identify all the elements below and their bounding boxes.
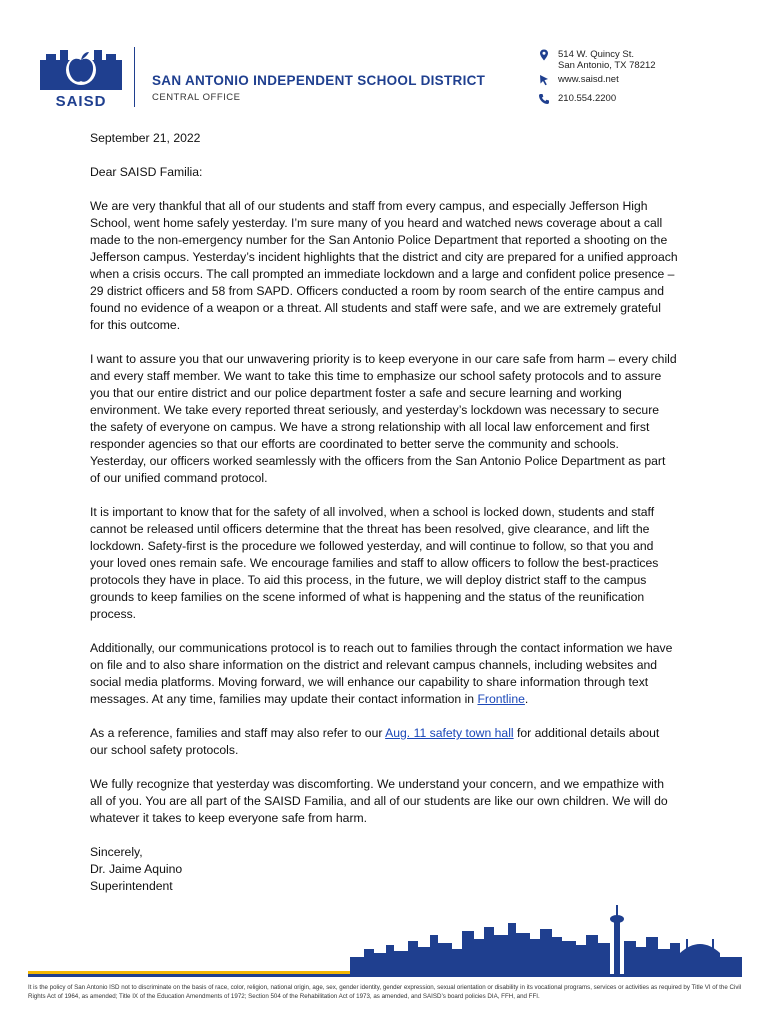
paragraph-4-end: . — [524, 692, 529, 706]
salutation: Dear SAISD Familia: — [90, 165, 203, 179]
address-line1: 514 W. Quincy St. — [558, 49, 635, 60]
location-pin-icon — [538, 49, 550, 61]
paragraph-3: It is important to know that for the safety of all involved, when a school is locked down, students and staff cannot be released until officers determine that the threat has been resolved, give clearance, and lift the lockdown. Safety-first is the procedure we followed yesterday, and will continue to follow, so that you and your loved ones remain safe. We encourage families and staff to allow officers to follow the best-practices protocols they have in place. To aid this process, in the future, we will deploy district staff to the campus grounds to keep families on the scene informed of what is happening and the status of the reunification process. — [90, 505, 659, 621]
cursor-icon — [538, 74, 550, 86]
paragraph-5-text: As a reference, families and staff may also refer to our — [90, 726, 386, 740]
city-skyline-graphic — [350, 905, 742, 977]
address-text — [558, 49, 656, 71]
letter-body — [90, 130, 678, 895]
office-name: CENTRAL OFFICE — [152, 92, 241, 103]
paragraph-6: We fully recognize that yesterday was discomforting. We understand your concern, and we empathize with all of you. You are all part of the SAISD Familia, and all of our students are like our own children. We will do whatever it takes to keep everyone safe from harm. — [90, 777, 668, 825]
paragraph-2: I want to assure you that our unwavering priority is to keep everyone in our care safe from harm – every child and every staff member. We want to take this time to emphasize our school safety protocols and to assure you that our entire district and our police department foster a safe and secure learning and working environment. We take every reported threat seriously, and yesterday’s lockdown was necessary to secure the safety of everyone on campus. We have a strong relationship with all local law enforcement and first responder agencies so that our efforts are coordinated to better serve the community and schools. Yesterday, our officers worked seamlessly with the officers from the San Antonio Police Department as part of our unified command protocol. — [90, 352, 677, 485]
letterhead — [0, 0, 768, 120]
website-text[interactable]: www.saisd.net — [558, 74, 619, 85]
frontline-link[interactable]: Frontline — [477, 692, 525, 706]
closing: Sincerely, — [90, 845, 143, 859]
paragraph-5 — [90, 725, 678, 759]
signature-block — [90, 844, 678, 895]
paragraph-5-end: for additional details about our school safety protocols. — [90, 726, 660, 757]
district-name: SAN ANTONIO INDEPENDENT SCHOOL DISTRICT — [152, 73, 486, 88]
footer-color-band — [28, 971, 742, 978]
paragraph-4-text: Additionally, our communications protocol is to reach out to families through the contact information we have on file and to also share information on the district and relevant campus channels, including websites and social media platforms. Moving forward, we will enhance our capability to share information through text messages. At any time, families may update their contact information in — [90, 641, 673, 706]
town-hall-link[interactable]: Aug. 11 safety town hall — [385, 726, 514, 740]
signer-title: Superintendent — [90, 879, 173, 893]
paragraph-4 — [90, 640, 678, 708]
saisd-logo — [38, 44, 124, 110]
phone-text: 210.554.2200 — [558, 93, 617, 104]
nondiscrimination-notice: It is the policy of San Antonio ISD not to discriminate on the basis of race, color, religion, national origin, age, sex, gender identity, gender expression, sexual orientation or disability in its vocational programs, services or activities as required by Title VI of the Civil Rights Act of 1964, as amended; Title IX of the Education Amendments of 1972; Section 504 of the Rehabilitation Act of 1973, as amended, and SAISD’s board policies DIA, FFH, and FFI. — [28, 984, 742, 1000]
phone-icon — [538, 93, 550, 105]
logo-text: SAISD — [55, 93, 107, 110]
apple-logo-icon — [38, 44, 124, 92]
band-blue — [28, 974, 742, 977]
letter-date: September 21, 2022 — [90, 131, 201, 145]
signer-name: Dr. Jaime Aquino — [90, 862, 183, 876]
address-line2: San Antonio, TX 78212 — [558, 60, 656, 71]
paragraph-1: We are very thankful that all of our students and staff from every campus, and especially Jefferson High School, went home safely yesterday. I’m sure many of you heard and watched news coverage about a call made to the non-emergency number for the San Antonio Police Department that reported a shooting on the Jefferson campus. Yesterday’s incident highlights that the district and city are prepared for a unified approach when a crisis occurs. The call prompted an immediate lockdown and a large and confident police presence – 29 district officers and 58 from SAPD. Officers conducted a room by room search of the entire campus and found no evidence of a weapon or a threat. All students and staff were safe, and we are extremely grateful for this outcome. — [90, 199, 678, 332]
header-divider — [134, 47, 135, 107]
